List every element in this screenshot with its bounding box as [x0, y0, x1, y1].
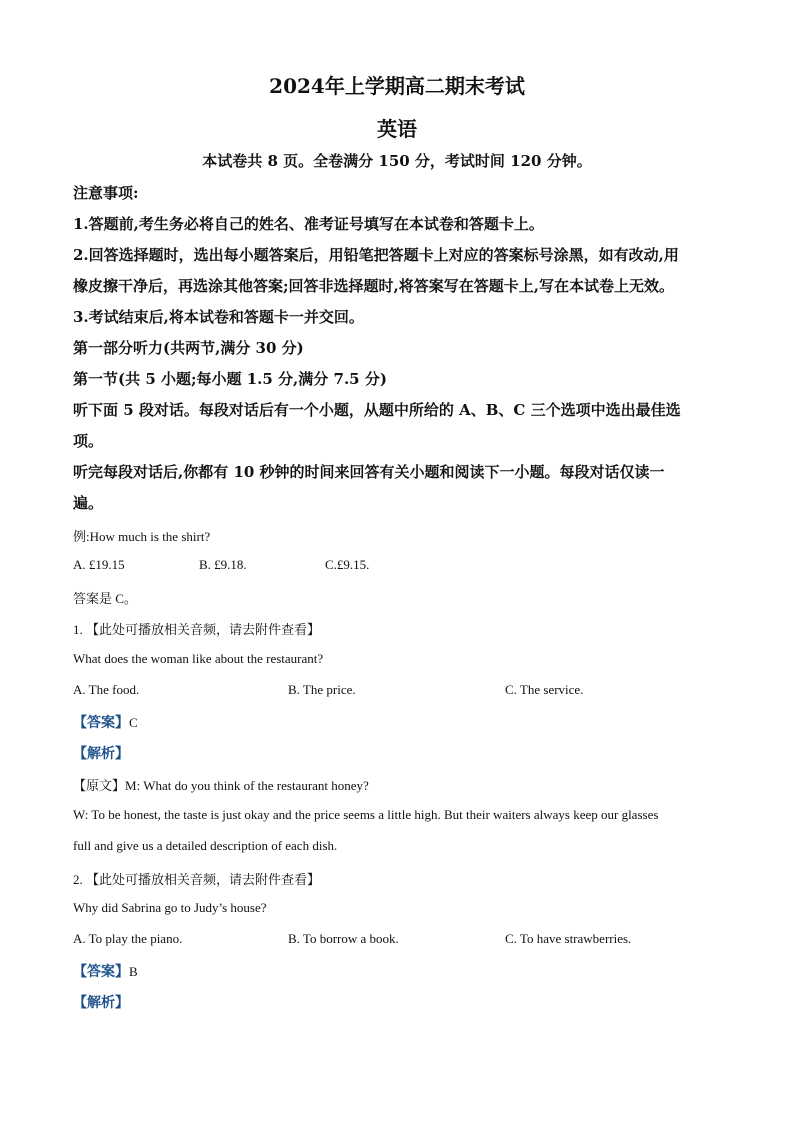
q1-original-line-3: full and give us a detailed description of each dish. — [73, 838, 338, 853]
section-1-heading: 第一节(共 5 小题;每小题 1.5 分,满分 7.5 分) — [73, 370, 387, 388]
q2-analysis — [73, 992, 129, 1012]
instruction-1-line-1: 听下面 5 段对话。每段对话后有一个小题，从题中所给的 A、B、C 三个选项中选出最佳选 — [73, 401, 681, 419]
q1-option-b: B. The price. — [288, 682, 356, 697]
instruction-2-line-2: 遍。 — [73, 494, 104, 512]
q2-answer-value: B — [129, 964, 138, 979]
example-option-a: A. £19.15 — [73, 557, 125, 572]
q2-option-a: A. To play the piano. — [73, 931, 183, 946]
exam-subject: 英语 — [377, 117, 417, 141]
q2-answer-label: 【答案】 — [73, 965, 129, 980]
example-option-c: C.£9.15. — [325, 557, 370, 572]
q1-audio-note: 1. 【此处可播放相关音频，请去附件查看】 — [73, 622, 321, 637]
q1-answer-label: 【答案】 — [73, 716, 129, 731]
q2-option-c: C. To have strawberries. — [505, 931, 632, 946]
q2-answer — [73, 961, 138, 981]
q1-answer — [73, 712, 138, 732]
q1-original-text-1: M: What do you think of the restaurant honey? — [125, 778, 369, 793]
q1-question: What does the woman like about the restaurant? — [73, 651, 324, 666]
example-option-b: B. £9.18. — [199, 557, 247, 572]
q2-question: Why did Sabrina go to Judy’s house? — [73, 900, 267, 915]
notice-heading: 注意事项: — [73, 184, 139, 202]
q1-analysis-label: 【解析】 — [73, 747, 129, 762]
q1-option-c: C. The service. — [505, 682, 584, 697]
instruction-2-line-1: 听完每段对话后,你都有 10 秒钟的时间来回答有关小题和阅读下一小题。每段对话仅读一 — [73, 463, 665, 481]
exam-info: 本试卷共 8 页。全卷满分 150 分，考试时间 120 分钟。 — [202, 152, 592, 170]
q1-original-label: 【原文】 — [73, 778, 126, 793]
q1-original-line-1 — [73, 775, 369, 794]
q1-answer-value: C — [129, 715, 138, 730]
q2-audio-note: 2. 【此处可播放相关音频，请去附件查看】 — [73, 872, 321, 887]
notice-item-2-line-2: 橡皮擦干净后，再选涂其他答案;回答非选择题时,将答案写在答题卡上,写在本试卷上无效。 — [73, 277, 674, 295]
q1-analysis — [73, 743, 129, 763]
part-1-heading: 第一部分听力(共两节,满分 30 分) — [73, 339, 304, 357]
notice-item-2-line-1: 2.回答选择题时，选出每小题答案后，用铅笔把答题卡上对应的答案标号涂黑，如有改动,用 — [73, 246, 679, 264]
exam-title: 2024年上学期高二期末考试 — [269, 74, 525, 98]
example-answer: 答案是 C。 — [73, 591, 137, 606]
q1-option-a: A. The food. — [73, 682, 140, 697]
notice-item-3: 3.考试结束后,将本试卷和答题卡一并交回。 — [73, 308, 364, 326]
q2-option-b: B. To borrow a book. — [288, 931, 399, 946]
instruction-1-line-2: 项。 — [73, 432, 104, 450]
q1-original-line-2: W: To be honest, the taste is just okay and the price seems a little high. But their waiters always keep our glasses — [73, 807, 659, 822]
example-question: 例:How much is the shirt? — [73, 529, 211, 544]
notice-item-1: 1.答题前,考生务必将自己的姓名、准考证号填写在本试卷和答题卡上。 — [73, 215, 544, 233]
q2-analysis-label: 【解析】 — [73, 996, 129, 1011]
